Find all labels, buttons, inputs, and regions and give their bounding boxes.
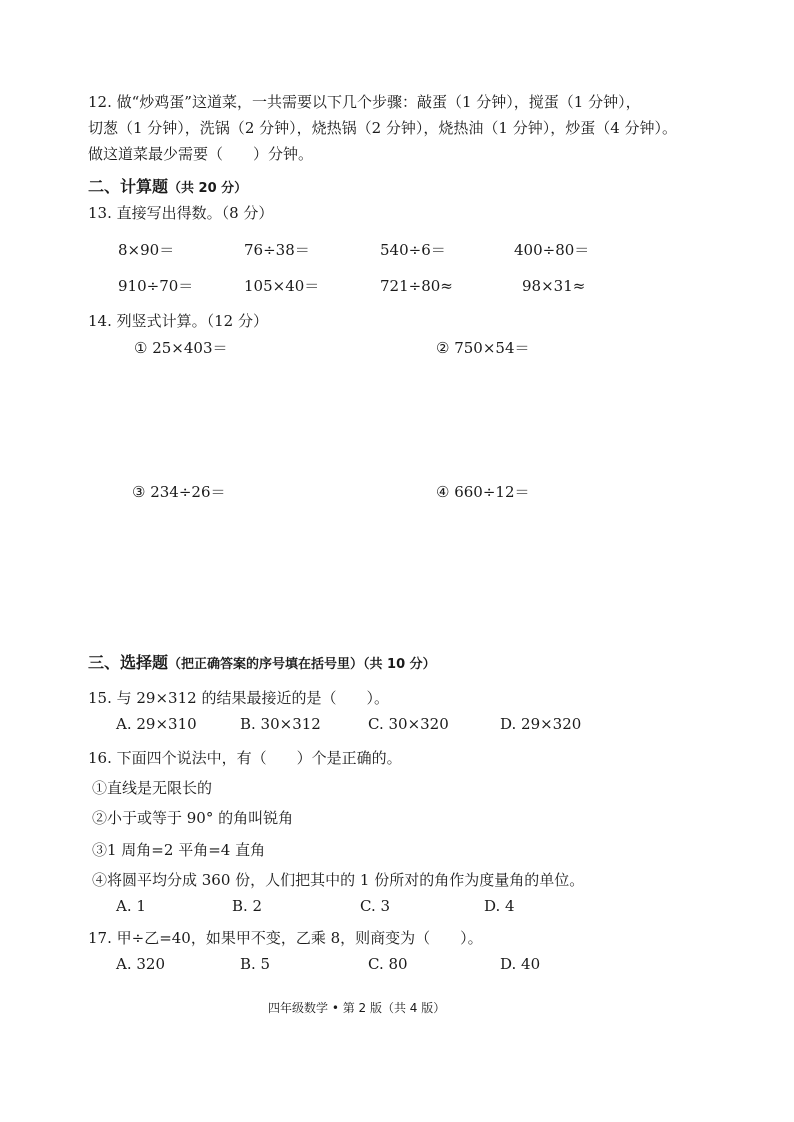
section-2-title: 二、计算题 xyxy=(88,177,169,196)
q16-option-a: A. 1 xyxy=(116,897,146,915)
q17-option-b: B. 5 xyxy=(240,955,271,973)
q14-item: ② 750×54＝ xyxy=(436,339,530,357)
q14-item: ③ 234÷26＝ xyxy=(132,483,226,501)
section-3-note: （把正确答案的序号填在括号里）（共 10 分） xyxy=(168,657,436,672)
q16-option-b: B. 2 xyxy=(232,897,263,915)
q13-item: 721÷80≈ xyxy=(380,277,453,295)
q13-item: 400÷80＝ xyxy=(514,241,590,259)
q16-statement: ②小于或等于 90° 的角叫锐角 xyxy=(92,809,294,827)
q12-line-1: 12. 做“炒鸡蛋”这道菜，一共需要以下几个步骤：敲蛋（1 分钟），搅蛋（1 分钟）， xyxy=(88,93,641,111)
q13-item: 76÷38＝ xyxy=(244,241,310,259)
q17-prompt: 17. 甲÷乙=40，如果甲不变，乙乘 8，则商变为（ ）。 xyxy=(88,929,483,947)
section-3-title: 三、选择题 xyxy=(88,653,169,672)
q16-option-c: C. 3 xyxy=(360,897,391,915)
q13-item: 8×90＝ xyxy=(118,241,175,259)
q16-option-d: D. 4 xyxy=(484,897,515,915)
q14-item: ① 25×403＝ xyxy=(134,339,228,357)
q17-option-a: A. 320 xyxy=(116,955,165,973)
q16-statement: ④将圆平均分成 360 份，人们把其中的 1 份所对的角作为度量角的单位。 xyxy=(92,871,585,889)
q12-line-3: 做这道菜最少需要（ ）分钟。 xyxy=(88,145,314,163)
q13-item: 105×40＝ xyxy=(244,277,320,295)
q15-option-d: D. 29×320 xyxy=(500,715,582,733)
q15-prompt: 15. 与 29×312 的结果最接近的是（ ）。 xyxy=(88,689,389,707)
q15-option-c: C. 30×320 xyxy=(368,715,449,733)
q13-item: 910÷70＝ xyxy=(118,277,194,295)
q16-statement: ③1 周角=2 平角=4 直角 xyxy=(92,841,266,859)
q16-prompt: 16. 下面四个说法中，有（ ）个是正确的。 xyxy=(88,749,402,767)
q16-statement: ①直线是无限长的 xyxy=(92,779,213,797)
section-3-heading xyxy=(88,652,436,676)
q15-option-a: A. 29×310 xyxy=(116,715,197,733)
q15-option-b: B. 30×312 xyxy=(240,715,321,733)
q13-item: 540÷6＝ xyxy=(380,241,446,259)
section-2-heading xyxy=(88,176,247,200)
q14-prompt: 14. 列竖式计算。（12 分） xyxy=(88,312,268,330)
q13-item: 98×31≈ xyxy=(522,277,586,295)
q13-prompt: 13. 直接写出得数。（8 分） xyxy=(88,204,274,222)
section-2-score: （共 20 分） xyxy=(168,181,248,196)
q17-option-c: C. 80 xyxy=(368,955,408,973)
q12-line-2: 切葱（1 分钟），洗锅（2 分钟），烧热锅（2 分钟），烧热油（1 分钟），炒蛋（4 分钟）。 xyxy=(88,119,678,137)
page-footer: 四年级数学 • 第 2 版（共 4 版） xyxy=(268,1001,446,1015)
q17-option-d: D. 40 xyxy=(500,955,541,973)
q14-item: ④ 660÷12＝ xyxy=(436,483,530,501)
